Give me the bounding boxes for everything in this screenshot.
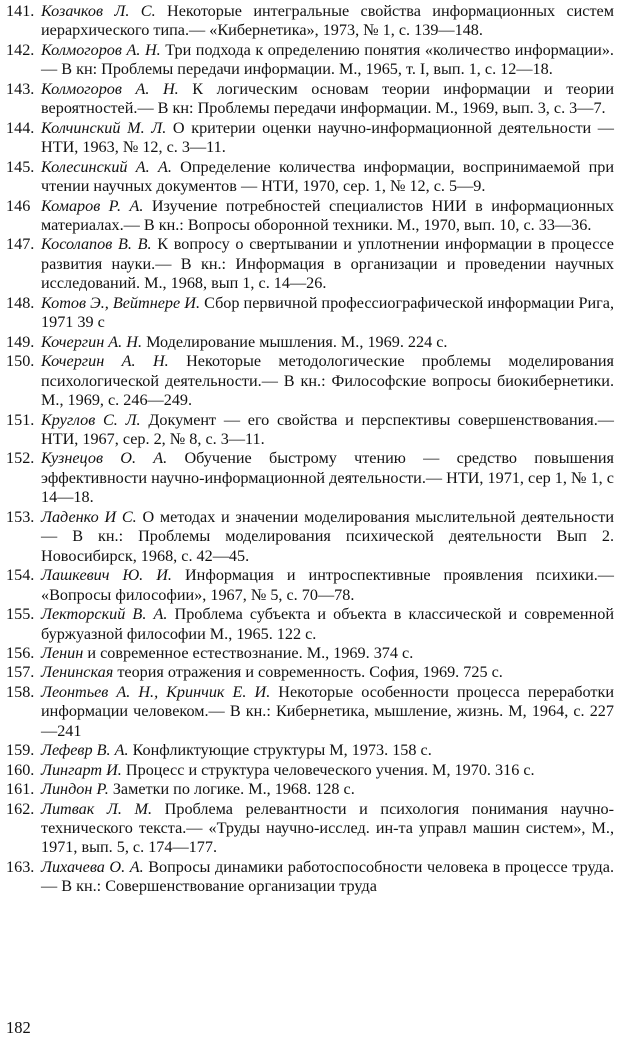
- reference-author: Лашкевич Ю. И.: [41, 566, 172, 585]
- reference-author: Круглов С. Л.: [41, 410, 141, 429]
- reference-text: К логическим основам теории информации и теории вероятностей.— В кн: Проблемы передачи информации. М., 1969, вып. 3, с. 3—7.: [41, 79, 614, 118]
- reference-number: 145.: [6, 157, 35, 176]
- reference-item: [6, 294, 614, 333]
- reference-text: Сбор первичной профессиографической информации Рига, 1971 39 с: [41, 293, 614, 332]
- reference-author: Лихачева О. А.: [41, 857, 144, 876]
- reference-text: Вопросы динамики работоспособности человека в процессе труда.— В кн.: Совершенствование организации труда: [41, 857, 614, 896]
- reference-text: Три подхода к определению понятия «количество информации».— В кн: Проблемы передачи информации. М., 1965, т. I, вып. 1, с. 12—18.: [41, 40, 614, 79]
- reference-text: Изучение потребностей специалистов НИИ в информационных материалах.— В кн.: Вопросы оборонной техники. М., 1970, вып. 10, с. 33—36.: [41, 196, 614, 234]
- reference-item: [6, 352, 614, 410]
- reference-text: Документ — его свойства и перспективы совершенствования.— НТИ, 1967, сер. 2, № 8, с. 3—11.: [41, 410, 614, 448]
- reference-number: 153.: [6, 507, 35, 526]
- reference-number: 157.: [6, 663, 35, 682]
- reference-author: Кочергин А. Н.: [41, 352, 169, 371]
- reference-author: Колмогоров А. Н.: [41, 79, 179, 98]
- reference-author: Котов Э., Вейтнере И.: [41, 293, 201, 312]
- reference-text: Заметки по логике. М., 1968. 128 с.: [108, 780, 355, 799]
- reference-number: 142.: [6, 40, 35, 59]
- reference-item: [6, 741, 614, 760]
- reference-item: [6, 119, 614, 158]
- reference-author: Ладенко И С.: [41, 507, 137, 526]
- reference-text: Конфликтующие структуры М, 1973. 158 с.: [128, 741, 432, 760]
- reference-author: Кузнецов О. А.: [41, 449, 168, 468]
- reference-item: [6, 411, 614, 450]
- reference-text: теория отражения и современность. София, 1969. 725 с.: [113, 663, 503, 682]
- reference-text: Некоторые методологические проблемы моделирования психологической деятельности.— В кн.: Философские вопросы биокибернетики. М., 1969, с. 246—249.: [41, 352, 615, 410]
- reference-item: [6, 605, 614, 644]
- reference-number: 141.: [6, 2, 35, 20]
- reference-number: 143.: [6, 79, 35, 98]
- reference-number: 160.: [6, 760, 35, 779]
- page-number: 182: [6, 1018, 31, 1037]
- reference-text: Моделирование мышления. М., 1969. 224 с.: [142, 332, 448, 351]
- reference-author: Леонтьев А. Н., Кринчик Е. И.: [41, 682, 271, 701]
- reference-item: [6, 41, 614, 80]
- reference-item: [6, 761, 614, 780]
- reference-text: Некоторые особенности процесса переработки информации человеком.— В кн.: Кибернетика, мышление, жизнь. М, 1964, с. 227—241: [41, 682, 614, 740]
- reference-author: Литвак Л. М.: [41, 799, 153, 818]
- reference-number: 150.: [6, 352, 35, 371]
- reference-item: [6, 158, 614, 197]
- reference-item: [6, 663, 614, 682]
- reference-text: О методах и значении моделирования мыслительной деятельности — В кн.: Проблемы моделирования психической деятельности Вып 2. Новосибирск, 1968, с. 42—45.: [41, 507, 614, 565]
- reference-number: 162.: [6, 799, 35, 818]
- reference-author: Колесинский А. А.: [41, 157, 172, 176]
- reference-list: [6, 2, 614, 897]
- reference-number: 159.: [6, 741, 35, 760]
- reference-author: Ленин: [41, 643, 84, 662]
- reference-item: [6, 508, 614, 566]
- reference-item: [6, 2, 614, 41]
- reference-item: [6, 800, 614, 858]
- reference-number: 161.: [6, 780, 35, 799]
- reference-author: Лефевр В. А.: [41, 741, 129, 760]
- reference-number: 156.: [6, 643, 35, 662]
- reference-number: 151.: [6, 410, 35, 429]
- reference-text: О критерии оценки научно-информационной деятельности — НТИ, 1963, № 12, с. 3—11.: [41, 118, 614, 157]
- reference-number: 146: [6, 196, 31, 215]
- reference-item: [6, 449, 614, 507]
- reference-text: Проблема субъекта и объекта в классической и современной буржуазной философии М., 1965. 122 с.: [41, 605, 614, 643]
- reference-text: Некоторые интегральные свойства информационных систем иерархического типа.— «Кибернетика», 1973, № 1, с. 139—148.: [41, 2, 614, 40]
- reference-item: [6, 80, 614, 119]
- reference-number: 144.: [6, 118, 35, 137]
- reference-number: 148.: [6, 293, 35, 312]
- reference-author: Косолапов В. В.: [41, 235, 152, 254]
- reference-number: 154.: [6, 566, 35, 585]
- reference-author: Кочергин А. Н.: [41, 332, 143, 351]
- reference-text: Информация и интроспективные проявления психики.— «Вопросы философии», 1967, № 5, с. 70—78.: [41, 566, 614, 604]
- reference-number: 158.: [6, 682, 35, 701]
- reference-text: Обучение быстрому чтению — средство повышения эффективности научно-информационной деятельности.— НТИ, 1971, сер 1, № 1, с 14—18.: [41, 449, 614, 507]
- reference-author: Линдон Р.: [41, 780, 109, 799]
- reference-item: [6, 197, 614, 236]
- reference-author: Ленинская: [41, 663, 114, 682]
- reference-item: [6, 566, 614, 605]
- reference-number: 147.: [6, 235, 35, 254]
- reference-author: Козачков Л. С.: [41, 2, 156, 20]
- reference-author: Колчинский М. Л.: [41, 118, 167, 137]
- reference-item: [6, 235, 614, 293]
- reference-text: и современное естествознание. М., 1969. 374 с.: [83, 643, 414, 662]
- reference-item: [6, 780, 614, 799]
- reference-number: 155.: [6, 605, 35, 624]
- reference-text: Определение количества информации, воспринимаемой при чтении научных документов — НТИ, 1970, сер. 1, № 12, с. 5—9.: [41, 157, 614, 196]
- reference-author: Лекторский В. А.: [41, 605, 168, 624]
- reference-item: [6, 644, 614, 663]
- reference-item: [6, 333, 614, 352]
- reference-number: 149.: [6, 332, 35, 351]
- reference-number: 152.: [6, 449, 35, 468]
- reference-text: Проблема релевантности и психология понимания научно-технического текста.— «Труды научно-исслед. ин-та управл машин систем», М., 1971, вып. 5, с. 174—177.: [41, 799, 614, 857]
- reference-author: Комаров Р. А.: [41, 196, 144, 215]
- reference-item: [6, 683, 614, 741]
- reference-item: [6, 858, 614, 897]
- reference-text: К вопросу о свертывании и уплотнении информации в процессе развития науки.— В кн.: Информация в организации и проведении научных исследований. М., 1968, вып 1, с. 14—26.: [41, 235, 614, 293]
- reference-author: Колмогоров А. Н.: [41, 40, 161, 59]
- reference-author: Лингарт И.: [41, 760, 122, 779]
- reference-text: Процесс и структура человеческого учения. М, 1970. 316 с.: [121, 760, 535, 779]
- reference-number: 163.: [6, 857, 35, 876]
